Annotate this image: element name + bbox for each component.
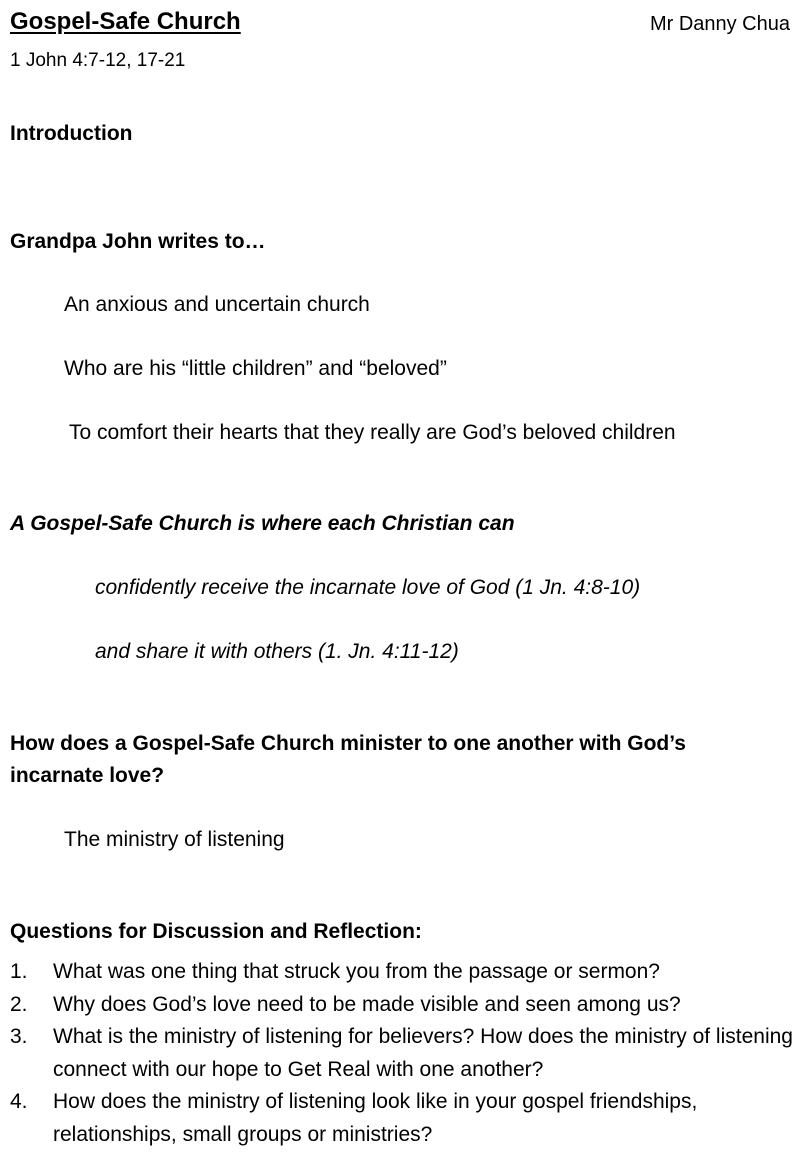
gospel-safe-line: and share it with others (1. Jn. 4:11-12) xyxy=(95,640,459,663)
question-text: What was one thing that struck you from the passage or sermon? xyxy=(53,960,660,983)
page-title: Gospel-Safe Church xyxy=(10,8,241,35)
question-item xyxy=(10,989,800,1022)
questions-list xyxy=(10,956,800,1151)
question-item xyxy=(10,1086,800,1151)
speaker-name: Mr Danny Chua xyxy=(649,13,790,35)
question-text: How does the ministry of listening look like in your gospel friendships, relationships, small groups or ministries? xyxy=(53,1090,698,1146)
ministry-heading-line-2: incarnate love? xyxy=(10,764,165,787)
questions-heading: Questions for Discussion and Reflection: xyxy=(10,920,422,943)
gospel-safe-heading: A Gospel-Safe Church is where each Christian can xyxy=(10,512,515,535)
question-item xyxy=(10,956,800,989)
gospel-safe-line: confidently receive the incarnate love of God (1 Jn. 4:8-10) xyxy=(95,576,641,599)
introduction-heading: Introduction xyxy=(10,122,133,145)
grandpa-john-heading: Grandpa John writes to… xyxy=(10,230,266,253)
question-number: 1. xyxy=(10,960,28,983)
grandpa-john-line: Who are his “little children” and “beloved” xyxy=(64,357,447,380)
grandpa-john-line: To comfort their hearts that they really are God’s beloved children xyxy=(69,421,676,444)
question-number: 4. xyxy=(10,1090,28,1113)
question-text: What is the ministry of listening for believers? How does the ministry of listening connect with our hope to Get Real with one another? xyxy=(53,1025,793,1081)
scripture-reference: 1 John 4:7-12, 17-21 xyxy=(10,50,186,71)
question-number: 2. xyxy=(10,992,28,1016)
question-text: Why does God’s love need to be made visible and seen among us? xyxy=(53,992,681,1016)
question-number: 3. xyxy=(10,1025,28,1048)
ministry-heading-line-1: How does a Gospel-Safe Church minister to one another with God’s xyxy=(10,732,686,755)
question-item xyxy=(10,1021,800,1086)
grandpa-john-line: An anxious and uncertain church xyxy=(64,293,370,316)
ministry-line: The ministry of listening xyxy=(64,828,285,851)
